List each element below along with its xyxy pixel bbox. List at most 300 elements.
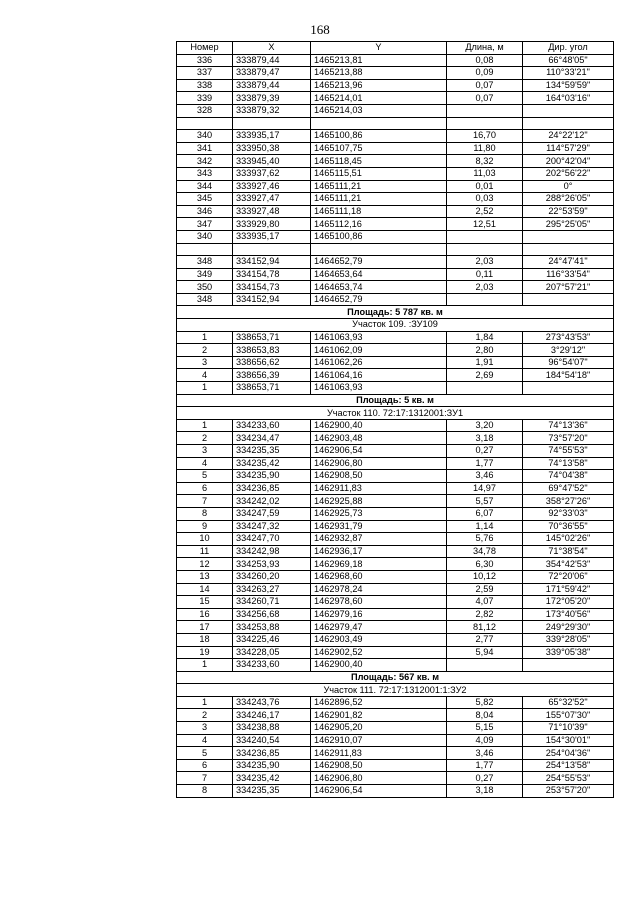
cell-number: 8 (177, 507, 233, 520)
cell-number: 344 (177, 180, 233, 193)
table-row (177, 230, 614, 243)
cell-y: 1462932,87 (311, 533, 447, 546)
table-row (177, 180, 614, 193)
cell-length: 3,18 (447, 432, 523, 445)
area-label: Площадь: 5 кв. м (177, 394, 614, 407)
cell-length: 0,01 (447, 180, 523, 193)
cell-length: 0,09 (447, 67, 523, 80)
cell-x: 334263,27 (233, 583, 311, 596)
cell-y: 1462910,07 (311, 734, 447, 747)
cell-y: 1464653,74 (311, 281, 447, 294)
area-label: Площадь: 5 787 кв. м (177, 306, 614, 319)
cell-number: 18 (177, 633, 233, 646)
cell-y: 1462978,24 (311, 583, 447, 596)
cell-length (447, 382, 523, 395)
cell-number: 343 (177, 167, 233, 180)
cell-number: 340 (177, 230, 233, 243)
table-row (177, 558, 614, 571)
table-row (177, 570, 614, 583)
cell-number: 339 (177, 92, 233, 105)
cell-y: 1461062,09 (311, 344, 447, 357)
cell-angle (523, 117, 614, 130)
cell-y: 1465213,81 (311, 54, 447, 67)
cell-length: 2,59 (447, 583, 523, 596)
cell-angle (523, 382, 614, 395)
cell-angle: 73°57'20" (523, 432, 614, 445)
cell-angle: 354°42'53" (523, 558, 614, 571)
cell-angle (523, 104, 614, 117)
cell-angle: 249°29'30" (523, 621, 614, 634)
cell-number: 347 (177, 218, 233, 231)
cell-angle: 116°33'54" (523, 268, 614, 281)
cell-x: 334235,35 (233, 785, 311, 798)
cell-x: 334253,88 (233, 621, 311, 634)
section-title: Участок 110. 72:17:1312001:ЗУ1 (177, 407, 614, 420)
cell-number: 9 (177, 520, 233, 533)
cell-y: 1465100,86 (311, 230, 447, 243)
cell-length: 34,78 (447, 545, 523, 558)
cell-x: 334233,60 (233, 419, 311, 432)
cell-number: 2 (177, 432, 233, 445)
cell-length: 1,91 (447, 356, 523, 369)
cell-y: 1461062,26 (311, 356, 447, 369)
cell-number: 3 (177, 356, 233, 369)
cell-angle: 171°59'42" (523, 583, 614, 596)
cell-x: 334240,54 (233, 734, 311, 747)
cell-angle: 74°13'36" (523, 419, 614, 432)
cell-y: 1462978,60 (311, 596, 447, 609)
table-row (177, 659, 614, 672)
cell-x: 334247,59 (233, 507, 311, 520)
table-row (177, 419, 614, 432)
cell-x: 338653,71 (233, 331, 311, 344)
cell-y: 1462968,60 (311, 570, 447, 583)
cell-number: 336 (177, 54, 233, 67)
cell-angle: 184°54'18" (523, 369, 614, 382)
cell-number: 2 (177, 344, 233, 357)
cell-length: 6,30 (447, 558, 523, 571)
cell-angle: 173°40'56" (523, 608, 614, 621)
cell-x: 333935,17 (233, 230, 311, 243)
cell-number: 1 (177, 419, 233, 432)
table-row (177, 281, 614, 294)
table-row (177, 243, 614, 256)
cell-y: 1462903,49 (311, 633, 447, 646)
cell-x (233, 243, 311, 256)
cell-x: 334242,02 (233, 495, 311, 508)
cell-y: 1461063,93 (311, 382, 447, 395)
cell-number (177, 117, 233, 130)
cell-length: 16,70 (447, 130, 523, 143)
cell-x: 334246,17 (233, 709, 311, 722)
cell-number: 12 (177, 558, 233, 571)
cell-y: 1464652,79 (311, 293, 447, 306)
cell-number: 348 (177, 256, 233, 269)
cell-angle: 253°57'20" (523, 785, 614, 798)
cell-x: 334243,76 (233, 696, 311, 709)
table-row (177, 621, 614, 634)
cell-y: 1464652,79 (311, 256, 447, 269)
area-row (177, 394, 614, 407)
cell-x: 338656,62 (233, 356, 311, 369)
cell-angle: 273°43'53" (523, 331, 614, 344)
cell-angle: 207°57'21" (523, 281, 614, 294)
cell-angle (523, 293, 614, 306)
cell-number: 346 (177, 205, 233, 218)
cell-number: 1 (177, 659, 233, 672)
cell-angle: 254°04'36" (523, 747, 614, 760)
table-row (177, 646, 614, 659)
cell-length: 3,18 (447, 785, 523, 798)
table-row (177, 117, 614, 130)
cell-number: 348 (177, 293, 233, 306)
table-row (177, 633, 614, 646)
table-row (177, 457, 614, 470)
table-row (177, 155, 614, 168)
cell-number: 338 (177, 79, 233, 92)
cell-length (447, 104, 523, 117)
table-row (177, 583, 614, 596)
cell-length: 3,46 (447, 470, 523, 483)
cell-angle: 96°54'07" (523, 356, 614, 369)
cell-x: 333879,32 (233, 104, 311, 117)
section-row (177, 684, 614, 697)
cell-y: 1462979,47 (311, 621, 447, 634)
cell-y: 1462906,54 (311, 785, 447, 798)
cell-number: 337 (177, 67, 233, 80)
cell-angle (523, 659, 614, 672)
cell-angle (523, 230, 614, 243)
cell-angle: 134°59'59" (523, 79, 614, 92)
cell-x: 338656,39 (233, 369, 311, 382)
cell-y: 1465111,18 (311, 205, 447, 218)
table-row (177, 470, 614, 483)
cell-y: 1465100,86 (311, 130, 447, 143)
table-row (177, 67, 614, 80)
section-row (177, 319, 614, 332)
cell-length: 12,51 (447, 218, 523, 231)
cell-x: 333879,39 (233, 92, 311, 105)
cell-number: 16 (177, 608, 233, 621)
cell-number: 15 (177, 596, 233, 609)
cell-angle: 110°33'21" (523, 67, 614, 80)
cell-length: 2,52 (447, 205, 523, 218)
table-row (177, 709, 614, 722)
cell-length: 3,20 (447, 419, 523, 432)
cell-y: 1462936,17 (311, 545, 447, 558)
cell-number: 1 (177, 382, 233, 395)
cell-angle: 92°33'03" (523, 507, 614, 520)
table-row (177, 142, 614, 155)
table-row (177, 482, 614, 495)
cell-angle: 22°53'59" (523, 205, 614, 218)
table-header-row (177, 42, 614, 55)
cell-y: 1462900,40 (311, 659, 447, 672)
cell-x: 334152,94 (233, 293, 311, 306)
cell-x: 334152,94 (233, 256, 311, 269)
table-row (177, 495, 614, 508)
cell-y: 1462901,82 (311, 709, 447, 722)
cell-angle: 254°13'58" (523, 759, 614, 772)
cell-y: 1462908,50 (311, 759, 447, 772)
cell-y: 1465107,75 (311, 142, 447, 155)
cell-angle: 3°29'12" (523, 344, 614, 357)
cell-angle: 74°04'38" (523, 470, 614, 483)
cell-number: 13 (177, 570, 233, 583)
table-row (177, 331, 614, 344)
cell-length: 4,09 (447, 734, 523, 747)
cell-y: 1465112,16 (311, 218, 447, 231)
table-row (177, 747, 614, 760)
cell-length: 5,82 (447, 696, 523, 709)
cell-x: 334235,90 (233, 470, 311, 483)
cell-y: 1462906,54 (311, 445, 447, 458)
cell-x: 334253,93 (233, 558, 311, 571)
cell-number: 4 (177, 734, 233, 747)
cell-length: 2,82 (447, 608, 523, 621)
table-body (177, 54, 614, 797)
cell-y: 1461064,16 (311, 369, 447, 382)
cell-length (447, 230, 523, 243)
header-x: X (233, 42, 311, 55)
cell-angle (523, 243, 614, 256)
cell-number: 17 (177, 621, 233, 634)
cell-angle: 0° (523, 180, 614, 193)
header-number: Номер (177, 42, 233, 55)
cell-angle: 24°22'12" (523, 130, 614, 143)
cell-angle: 202°56'22" (523, 167, 614, 180)
cell-x: 334154,73 (233, 281, 311, 294)
table-row (177, 92, 614, 105)
cell-length (447, 659, 523, 672)
cell-y: 1462969,18 (311, 558, 447, 571)
section-row (177, 407, 614, 420)
cell-y: 1462906,80 (311, 457, 447, 470)
cell-x: 334247,32 (233, 520, 311, 533)
cell-angle: 66°48'05" (523, 54, 614, 67)
cell-x: 334233,60 (233, 659, 311, 672)
cell-angle: 200°42'04" (523, 155, 614, 168)
table-row (177, 734, 614, 747)
coordinates-table (176, 41, 614, 798)
cell-angle: 71°38'54" (523, 545, 614, 558)
cell-length: 1,84 (447, 331, 523, 344)
cell-number: 349 (177, 268, 233, 281)
cell-x: 334236,85 (233, 747, 311, 760)
cell-number: 1 (177, 696, 233, 709)
table-row (177, 772, 614, 785)
cell-number: 10 (177, 533, 233, 546)
cell-angle: 172°05'20" (523, 596, 614, 609)
cell-length: 2,77 (447, 633, 523, 646)
cell-x: 334236,85 (233, 482, 311, 495)
table-row (177, 533, 614, 546)
table-row (177, 256, 614, 269)
cell-y: 1461063,93 (311, 331, 447, 344)
cell-angle: 339°28'05" (523, 633, 614, 646)
cell-length: 8,32 (447, 155, 523, 168)
table-row (177, 344, 614, 357)
cell-angle: 71°10'39" (523, 722, 614, 735)
section-title: Участок 109. :ЗУ109 (177, 319, 614, 332)
cell-y: 1462925,73 (311, 507, 447, 520)
cell-length: 0,11 (447, 268, 523, 281)
cell-x: 333927,46 (233, 180, 311, 193)
cell-angle: 24°47'41" (523, 256, 614, 269)
cell-angle: 74°13'58" (523, 457, 614, 470)
cell-y (311, 117, 447, 130)
cell-y: 1462905,20 (311, 722, 447, 735)
cell-x: 334228,05 (233, 646, 311, 659)
cell-length: 0,27 (447, 445, 523, 458)
table-row (177, 356, 614, 369)
cell-x: 333927,48 (233, 205, 311, 218)
cell-length: 1,77 (447, 457, 523, 470)
cell-x: 333927,47 (233, 193, 311, 206)
cell-y: 1462896,52 (311, 696, 447, 709)
cell-y: 1465111,21 (311, 180, 447, 193)
cell-number: 342 (177, 155, 233, 168)
cell-number (177, 243, 233, 256)
table-row (177, 193, 614, 206)
cell-angle: 339°05'38" (523, 646, 614, 659)
cell-y: 1465213,96 (311, 79, 447, 92)
cell-angle: 164°03'16" (523, 92, 614, 105)
cell-x: 334256,68 (233, 608, 311, 621)
cell-length: 5,76 (447, 533, 523, 546)
table-row (177, 608, 614, 621)
cell-length: 14,97 (447, 482, 523, 495)
cell-x: 334238,88 (233, 722, 311, 735)
cell-y: 1462911,83 (311, 482, 447, 495)
table-row (177, 268, 614, 281)
cell-number: 2 (177, 709, 233, 722)
cell-number: 345 (177, 193, 233, 206)
cell-x: 333937,62 (233, 167, 311, 180)
table-row (177, 785, 614, 798)
table-row (177, 545, 614, 558)
cell-x: 333950,38 (233, 142, 311, 155)
cell-length (447, 293, 523, 306)
cell-angle: 114°57'29" (523, 142, 614, 155)
cell-angle: 288°26'05" (523, 193, 614, 206)
cell-x: 333879,44 (233, 54, 311, 67)
table-row (177, 722, 614, 735)
table-row (177, 205, 614, 218)
area-row (177, 306, 614, 319)
cell-x: 338653,83 (233, 344, 311, 357)
cell-length: 6,07 (447, 507, 523, 520)
table-row (177, 54, 614, 67)
table-row (177, 432, 614, 445)
cell-x: 334260,71 (233, 596, 311, 609)
cell-number: 6 (177, 759, 233, 772)
cell-number: 14 (177, 583, 233, 596)
cell-y: 1462979,16 (311, 608, 447, 621)
cell-y: 1462906,80 (311, 772, 447, 785)
cell-number: 7 (177, 495, 233, 508)
cell-x: 334247,70 (233, 533, 311, 546)
cell-y: 1462911,83 (311, 747, 447, 760)
table-row (177, 520, 614, 533)
cell-length: 10,12 (447, 570, 523, 583)
cell-length: 5,94 (447, 646, 523, 659)
cell-angle: 154°30'01" (523, 734, 614, 747)
cell-x: 333929,80 (233, 218, 311, 231)
cell-angle: 145°02'26" (523, 533, 614, 546)
cell-x: 334235,90 (233, 759, 311, 772)
cell-number: 340 (177, 130, 233, 143)
cell-y: 1465115,51 (311, 167, 447, 180)
cell-x: 333879,44 (233, 79, 311, 92)
cell-y: 1464653,64 (311, 268, 447, 281)
table-row (177, 104, 614, 117)
table-row (177, 130, 614, 143)
cell-number: 5 (177, 470, 233, 483)
cell-length: 5,15 (447, 722, 523, 735)
cell-number: 1 (177, 331, 233, 344)
header-length: Длина, м (447, 42, 523, 55)
cell-y: 1465214,03 (311, 104, 447, 117)
cell-length (447, 243, 523, 256)
cell-number: 341 (177, 142, 233, 155)
cell-angle: 254°55'53" (523, 772, 614, 785)
cell-x: 334225,46 (233, 633, 311, 646)
cell-y: 1462931,79 (311, 520, 447, 533)
table-row (177, 445, 614, 458)
cell-length: 1,77 (447, 759, 523, 772)
cell-length: 5,57 (447, 495, 523, 508)
page-number: 168 (310, 22, 330, 37)
section-title: Участок 111. 72:17:1312001:1:ЗУ2 (177, 684, 614, 697)
table-row (177, 369, 614, 382)
cell-angle: 155°07'30" (523, 709, 614, 722)
cell-number: 5 (177, 747, 233, 760)
table-row (177, 759, 614, 772)
cell-angle: 70°36'55" (523, 520, 614, 533)
table-row (177, 696, 614, 709)
table-row (177, 218, 614, 231)
cell-y: 1465213,88 (311, 67, 447, 80)
cell-x: 334242,98 (233, 545, 311, 558)
cell-length: 2,69 (447, 369, 523, 382)
cell-x: 338653,71 (233, 382, 311, 395)
cell-x: 333935,17 (233, 130, 311, 143)
cell-length: 81,12 (447, 621, 523, 634)
cell-angle: 358°27'26" (523, 495, 614, 508)
cell-number: 3 (177, 445, 233, 458)
cell-length: 0,08 (447, 54, 523, 67)
cell-length: 11,03 (447, 167, 523, 180)
area-row (177, 671, 614, 684)
cell-x: 334154,78 (233, 268, 311, 281)
cell-angle: 69°47'52" (523, 482, 614, 495)
header-direction-angle: Дир. угол (523, 42, 614, 55)
cell-y: 1465111,21 (311, 193, 447, 206)
cell-number: 11 (177, 545, 233, 558)
cell-length: 2,80 (447, 344, 523, 357)
cell-y (311, 243, 447, 256)
cell-length: 0,07 (447, 92, 523, 105)
cell-y: 1462900,40 (311, 419, 447, 432)
cell-y: 1465214,01 (311, 92, 447, 105)
cell-number: 7 (177, 772, 233, 785)
cell-x (233, 117, 311, 130)
table-row (177, 596, 614, 609)
table-row (177, 507, 614, 520)
cell-number: 3 (177, 722, 233, 735)
cell-length: 0,03 (447, 193, 523, 206)
